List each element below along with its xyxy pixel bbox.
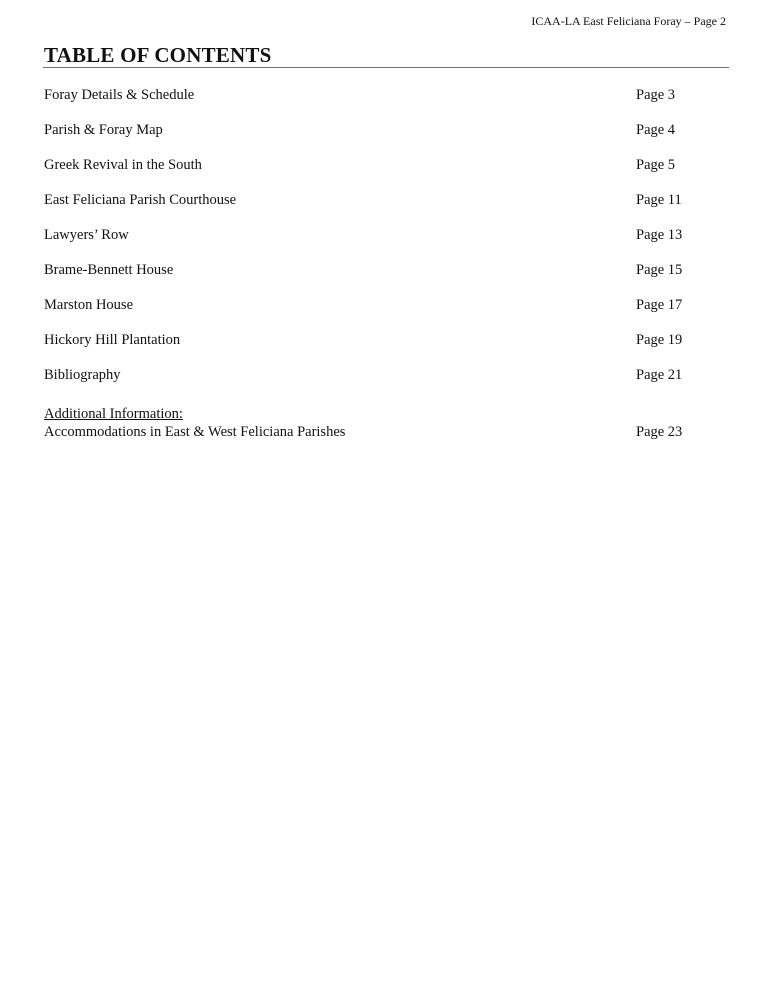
- toc-entry-bibliography: [44, 366, 724, 401]
- toc-entry-accommodations: [44, 423, 724, 441]
- title-divider: [43, 67, 729, 68]
- toc-entry-page: Page 3: [636, 87, 676, 103]
- toc-entry-label: Lawyers’ Row: [44, 227, 129, 243]
- page-title: TABLE OF CONTENTS: [44, 43, 272, 67]
- toc-entry-foray-details: [44, 86, 724, 121]
- toc-entry-lawyers-row: [44, 226, 724, 261]
- additional-info-heading: Additional Information:: [44, 406, 183, 422]
- toc-entry-label: Hickory Hill Plantation: [44, 332, 181, 348]
- toc-entry-label: Parish & Foray Map: [44, 122, 163, 138]
- additional-info-block: [44, 405, 724, 441]
- toc-entry-label: Brame-Bennett House: [44, 262, 174, 278]
- toc-entry-brame-bennett: [44, 261, 724, 296]
- toc-entry-page: Page 5: [636, 157, 676, 173]
- toc-entry-page: Page 19: [636, 332, 683, 348]
- toc-entry-label: Accommodations in East & West Feliciana Parishes: [44, 424, 346, 440]
- toc-entry-label: East Feliciana Parish Courthouse: [44, 192, 237, 208]
- toc-entry-hickory-hill: [44, 331, 724, 366]
- toc-list: [44, 86, 724, 401]
- toc-entry-courthouse: [44, 191, 724, 226]
- toc-entry-page: Page 15: [636, 262, 683, 278]
- toc-entry-label: Foray Details & Schedule: [44, 87, 195, 103]
- toc-entry-label: Greek Revival in the South: [44, 157, 202, 173]
- toc-entry-page: Page 13: [636, 227, 683, 243]
- toc-entry-page: Page 21: [636, 367, 683, 383]
- toc-entry-page: Page 17: [636, 297, 683, 313]
- toc-entry-label: Marston House: [44, 297, 134, 313]
- running-header: ICAA-LA East Feliciana Foray – Page 2: [531, 14, 726, 28]
- toc-entry-greek-revival: [44, 156, 724, 191]
- toc-entry-page: Page 11: [636, 192, 682, 208]
- toc-entry-parish-map: [44, 121, 724, 156]
- toc-entry-page: Page 23: [636, 424, 683, 440]
- toc-entry-page: Page 4: [636, 122, 676, 138]
- toc-entry-marston-house: [44, 296, 724, 331]
- toc-entry-label: Bibliography: [44, 367, 121, 383]
